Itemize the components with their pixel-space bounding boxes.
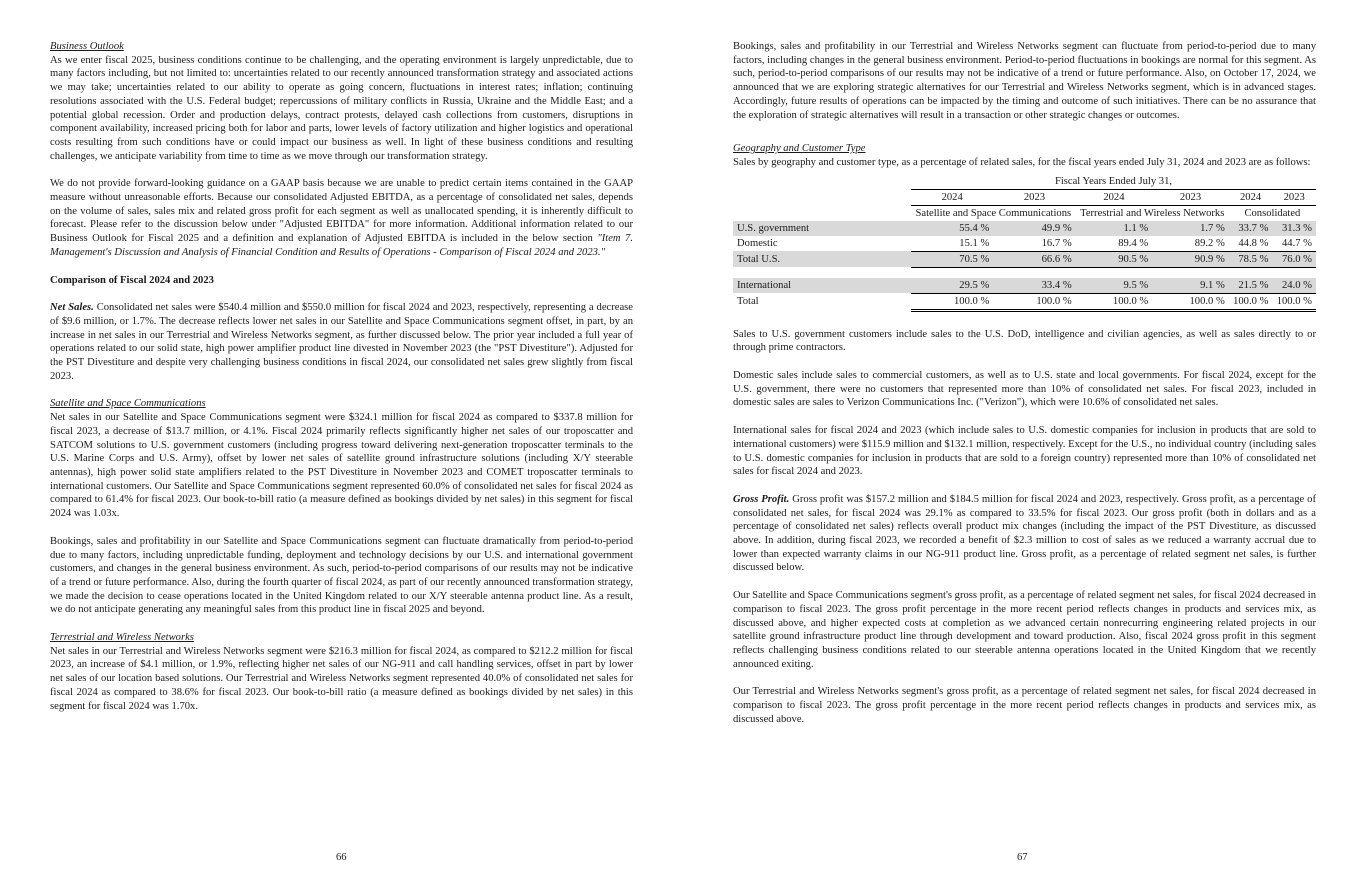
table-cell: 21.5 % — [1229, 278, 1273, 294]
table-cell: 100.0 % — [993, 293, 1075, 310]
business-outlook-heading: Business Outlook — [50, 41, 124, 52]
table-row — [733, 221, 1316, 236]
table-cell: 100.0 % — [1076, 293, 1153, 310]
row-label: Total — [737, 296, 759, 308]
row-label: Domestic — [737, 237, 778, 249]
table-cell: 29.5 % — [911, 278, 993, 294]
table-header-years — [733, 189, 1316, 205]
net-sales-lead: Net Sales. — [50, 302, 94, 314]
year-header: 2024 — [1229, 189, 1273, 205]
segment-header: Satellite and Space Communications — [915, 207, 1072, 219]
comparison-heading: Comparison of Fiscal 2024 and 2023 — [50, 274, 214, 286]
table-cell: 9.5 % — [1076, 278, 1153, 294]
year-header: 2023 — [993, 189, 1075, 205]
satellite-paragraph-2: Bookings, sales and profitability in our Satellite and Space Communications segment can fluctuate dramatically from period-to-period due to many factors, including unpredictable funding, deployment and technology decisions by our U.S. and international government customers, and changes in the general business environment. As such, period-to-period comparisons of our results may not be indicative of a trend or future performance. Also, during the fourth quarter of fiscal 2024, as part of our recently announced transformation strategy, we made the decision to cease operations located in the United Kingdom related to our X/Y steerable antenna product line. As a result, we do not anticipate generating any meaningful sales from this product line in fiscal 2025 and beyond. — [50, 535, 633, 616]
gross-profit-lead: Gross Profit. — [733, 493, 790, 505]
table-cell: 1.7 % — [1152, 221, 1229, 236]
table-cell: 90.5 % — [1076, 251, 1153, 267]
fiscal-years-header: Fiscal Years Ended July 31, — [911, 174, 1316, 190]
table-cell: 76.0 % — [1272, 251, 1316, 267]
table-cell: 44.8 % — [1229, 236, 1273, 252]
table-cell: 100.0 % — [1229, 293, 1273, 310]
terrestrial-paragraph-1: Net sales in our Terrestrial and Wireless Networks segment were $216.3 million for fiscal 2024, as compared to $212.2 million for fiscal 2023, an increase of $4.1 million, or 1.9%, reflecting higher net sales of our NG-911 and call handling services, offset in part by lower net sales of our location based solutions. Our Terrestrial and Wireless Networks segment represented 40.0% of consolidated net sales for fiscal 2024 as compared to 38.6% for fiscal 2023. Our book-to-bill ratio (a measure defined as bookings divided by net sales) in this segment for fiscal 2024 was 1.70x. — [50, 645, 633, 712]
page-number-right: 67 — [1017, 852, 1028, 863]
table-cell: 90.9 % — [1152, 251, 1229, 267]
business-outlook-paragraph-1: As we enter fiscal 2025, business conditions continue to be challenging, and the operating environment is largely unpredictable, due to many factors including, but not limited to: uncertainties related to our recently announced transformation strategy and associated actions we may take; uncertainties related to our ability to operate as going concern, fluctuations in interest rates; inflation; continuing resolutions associated with the U.S. Federal budget; repercussions of military conflicts in Russia, Ukraine and the Middle East; and a potential global recession. Order and production delays, contract protests, delayed cash collections from customers, disruptions in component availability, increased pricing both for labor and parts, lower levels of factory utilization and higher logistics and operational costs resulting from such conditions have or could impact our business as well. In light of these business conditions and resulting challenges, we anticipate variability from time to time as we move through our transformation strategy. — [50, 54, 633, 162]
table-row — [733, 278, 1316, 294]
row-label: Total U.S. — [733, 251, 911, 267]
table-cell: 70.5 % — [911, 251, 993, 267]
geography-table — [733, 174, 1316, 312]
segment-header: Terrestrial and Wireless Networks — [1080, 207, 1225, 219]
satellite-gross-profit-paragraph: Our Satellite and Space Communications segment's gross profit, as a percentage of related segment net sales, for fiscal 2024 decreased in comparison to fiscal 2023. The gross profit percentage in the more recent period reflects changes in products and services mix, as discussed above, and higher expected costs at completion as we advanced certain nonrecurring engineering related projects in our satellite ground infrastructure product line through development and toward production. Also, fiscal 2024 gross profit in this segment reflects challenging business conditions related to our steerable antenna operations located in the United Kingdom that we recently announced exiting. — [733, 590, 1316, 670]
table-row — [733, 251, 1316, 267]
segment-header: Consolidated — [1244, 207, 1301, 219]
international-paragraph: International sales for fiscal 2024 and 2023 (which include sales to U.S. domestic companies for inclusion in products that are sold to international customers) were $115.9 million and $132.1 million, respectively. Except for the U.S., no individual country (including sales to U.S. domestic companies for inclusion in products that are sold to a foreign country) represented more than 10% of consolidated net sales for fiscal 2024 and 2023. — [733, 425, 1316, 478]
table-cell: 89.2 % — [1152, 236, 1229, 252]
business-outlook-paragraph-2: We do not provide forward-looking guidance on a GAAP basis because we are unable to predict certain items contained in the GAAP measure without unreasonable efforts. Because our consolidated Adjusted EBITDA, as a percentage of consolidated net sales, depends on the volume of sales, sales mix and related gross profit for each segment as well as unallocated spending, it is inherently difficult to forecast. Please refer to the discussion below under "Adjusted EBITDA" for more information. Additional information related to our Business Outlook for Fiscal 2025 and a definition and explanation of Adjusted EBITDA is included in the below section "Item 7. Management's Discussion and Analysis of Financial Condition and Results of Operations - Comparison of Fiscal 2024 and 2023." — [50, 178, 633, 258]
geography-intro: Sales by geography and customer type, as a percentage of related sales, for the fiscal years ended July 31, 2024 and 2023 are as follows: — [733, 156, 1311, 168]
year-header: 2024 — [911, 189, 993, 205]
satellite-paragraph-1: Net sales in our Satellite and Space Communications segment were $324.1 million for fiscal 2024 as compared to $337.8 million for fiscal 2023, a decrease of $13.7 million, or 4.1%. Fiscal 2024 primarily reflects significantly higher net sales of our troposcatter and SATCOM solutions to U.S. government customers (including progress toward delivering next-generation troposcatter terminals to the U.S. Marine Corps and U.S. Army), offset by lower net sales of satellite ground infrastructure solutions (including X/Y steerable antennas), high power solid state amplifiers related to the PST Divestiture in November 2023 and COMET troposcatter terminals to international customers. Our Satellite and Space Communications segment represented 60.0% of consolidated net sales for fiscal 2024 as compared to 61.4% for fiscal 2023. Our book-to-bill ratio (a measure defined as bookings divided by net sales) in this segment for fiscal 2024 was 1.03x. — [50, 412, 633, 520]
domestic-paragraph: Domestic sales include sales to commercial customers, as well as to U.S. state and local governments. For fiscal 2024, except for the U.S. government, there were no customers that represented more than 10% of consolidated net sales. For fiscal 2023, included in domestic sales are sales to Verizon Communications Inc. ("Verizon"), which were 10.6% of consolidated net sales. — [733, 370, 1316, 409]
row-label: International — [733, 278, 911, 294]
right-page — [733, 40, 1316, 741]
table-cell: 78.5 % — [1229, 251, 1273, 267]
table-cell: 44.7 % — [1272, 236, 1316, 252]
page-number-left: 66 — [336, 852, 347, 863]
table-cell: 33.4 % — [993, 278, 1075, 294]
geography-section — [733, 142, 1316, 169]
gross-profit-paragraph: Gross Profit. Gross profit was $157.2 million and $184.5 million for fiscal 2024 and 2023, respectively. Gross profit, as a percentage of consolidated net sales, for fiscal 2024 was 29.1% as compared to 33.5% for fiscal 2023. Our gross profit (both in dollars and as a percentage of consolidated net sales) reflects overall product mix changes (including the impact of the PST Divestiture, as discussed above. In addition, during fiscal 2023, we recorded a benefit of $2.3 million to cost of sales as we reduced a warranty accrual due to lower than expected warranty claims in our NG-911 product line. Gross profit, as a percentage of related segment net sales, is further discussed below. — [733, 493, 1317, 574]
table-cell: 49.9 % — [993, 221, 1075, 236]
table-cell: 55.4 % — [911, 221, 993, 236]
table-spacer — [733, 267, 1316, 278]
table-cell: 1.1 % — [1076, 221, 1153, 236]
terrestrial-bookings-paragraph: Bookings, sales and profitability in our Terrestrial and Wireless Networks segment can fluctuate from period-to-period due to many factors, including changes in the general business environment. Period-to-period fluctuations in bookings are normal for this segment. As such, period-to-period comparisons of our results may not be indicative of a trend or future performance. Also, on October 17, 2024, we announced that we are exploring strategic alternatives for our Terrestrial and Wireless Networks segment, which is in advanced stages. Accordingly, future results of operations can be impacted by the timing and outcome of such initiatives. There can be no assurance that the exploration of strategic alternatives will result in a transaction or other strategic changes or outcomes. — [733, 41, 1316, 121]
year-header: 2023 — [1152, 189, 1229, 205]
us-government-paragraph: Sales to U.S. government customers include sales to the U.S. DoD, intelligence and civilian agencies, as well as sales directly to or through prime contractors. — [733, 328, 1316, 354]
table-cell: 66.6 % — [993, 251, 1075, 267]
table-cell: 31.3 % — [1272, 221, 1316, 236]
year-header: 2024 — [1076, 189, 1153, 205]
table-cell: 24.0 % — [1272, 278, 1316, 294]
table-cell: 89.4 % — [1076, 236, 1153, 252]
terrestrial-section — [50, 631, 633, 713]
terrestrial-heading: Terrestrial and Wireless Networks — [50, 632, 194, 644]
table-row — [733, 236, 1316, 252]
table-cell: 9.1 % — [1152, 278, 1229, 294]
table-header-fiscal — [733, 174, 1316, 190]
satellite-heading: Satellite and Space Communications — [50, 398, 206, 410]
table-cell: 16.7 % — [993, 236, 1075, 252]
geography-heading: Geography and Customer Type — [733, 143, 866, 155]
left-page — [50, 40, 633, 727]
item7-reference: "Item 7. Management's Discussion and Analysis of Financial Condition and Results of Operations - Comparison of Fiscal 2024 and 2023." — [50, 233, 633, 258]
table-cell: 100.0 % — [1272, 293, 1316, 310]
satellite-section — [50, 397, 633, 520]
table-cell: 100.0 % — [911, 293, 993, 310]
table-cell: 100.0 % — [1152, 293, 1229, 310]
table-cell: 33.7 % — [1229, 221, 1273, 236]
net-sales-paragraph: Net Sales. Consolidated net sales were $540.4 million and $550.0 million for fiscal 2024 and 2023, respectively, representing a decrease of $9.6 million, or 1.7%. The decrease reflects lower net sales in our Satellite and Space Communications segment offset, in part, by an increase in net sales in our Terrestrial and Wireless Networks segment, as further discussed below. The prior year included a full year of operations related to our solid state, high power amplifier product line divested in November 2023 (the "PST Divestiture"). Adjusted for the PST Divestiture and despite very challenging business conditions in fiscal 2024, our consolidated net sales grew slightly from fiscal 2023. — [50, 302, 633, 382]
year-header: 2023 — [1272, 189, 1316, 205]
table-row — [733, 293, 1316, 310]
terrestrial-gross-profit-paragraph: Our Terrestrial and Wireless Networks segment's gross profit, as a percentage of related segment net sales, for fiscal 2024 decreased in comparison to fiscal 2023. The gross profit percentage in the more recent period reflects changes in products and services mix, as discussed above. — [733, 686, 1316, 725]
table-header-segments — [733, 205, 1316, 221]
table-cell: 15.1 % — [911, 236, 993, 252]
business-outlook-section — [50, 40, 633, 163]
row-label: U.S. government — [733, 221, 911, 236]
